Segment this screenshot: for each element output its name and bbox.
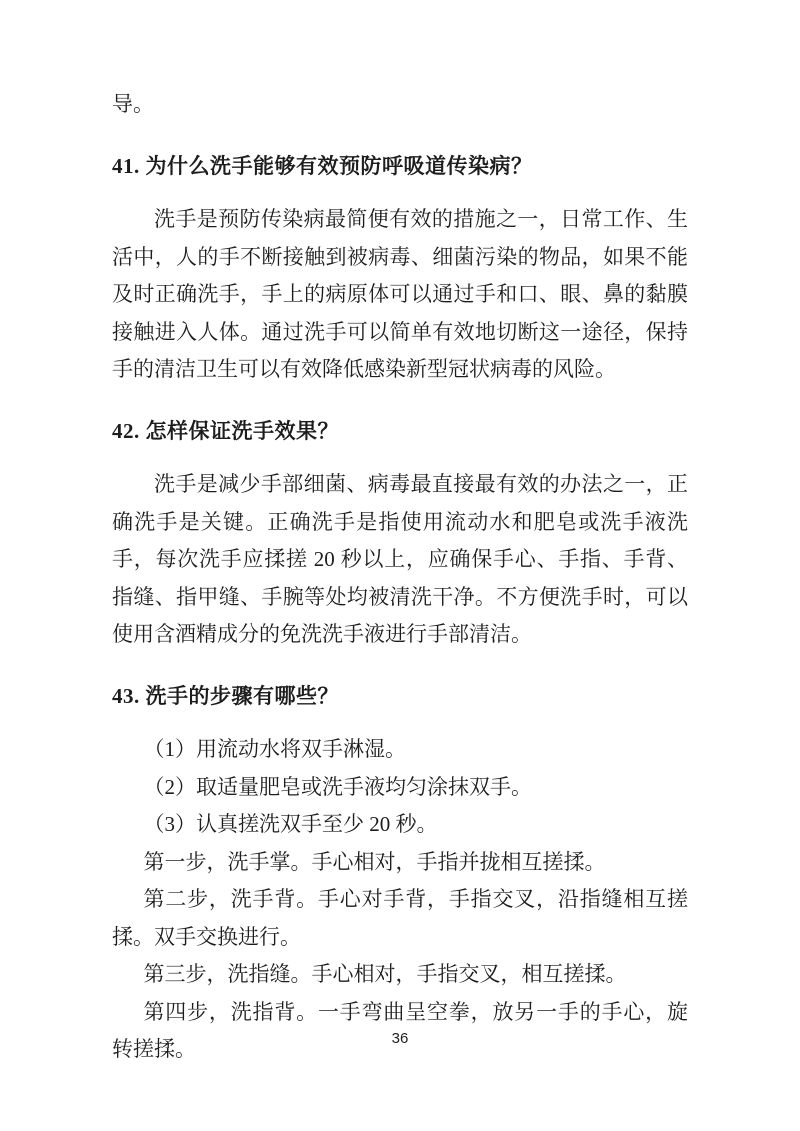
section-43-heading: 43. 洗手的步骤有哪些？ xyxy=(112,683,339,708)
section-42-heading: 42. 怎样保证洗手效果？ xyxy=(112,418,339,443)
step-item-7: 第四步，洗指背。一手弯曲呈空拳，放另一手的手心，旋转搓揉。 xyxy=(112,999,688,1061)
step-item-1: （1）用流动水将双手淋湿。 xyxy=(143,737,406,761)
section-41-paragraph: 洗手是预防传染病最简便有效的措施之一，日常工作、生活中，人的手不断接触到被病毒、细菌污染的物品，如果不能及时正确洗手，手上的病原体可以通过手和口、眼、鼻的黏膜接触进入人体。通过洗手可以简单有效地切断这一途径，保持手的清洁卫生可以有效降低感染新型冠状病毒的风险。 xyxy=(112,207,688,381)
step-item-2: （2）取适量肥皂或洗手液均匀涂抹双手。 xyxy=(143,774,532,799)
page-number: 36 xyxy=(391,1030,409,1047)
continuation-line: 导。 xyxy=(112,92,154,116)
step-item-4: 第一步，洗手掌。手心相对，手指并拢相互搓揉。 xyxy=(143,849,606,874)
step-item-5: 第二步，洗手背。手心对手背，手指交叉，沿指缝相互搓揉。双手交换进行。 xyxy=(112,887,688,949)
step-item-3: （3）认真搓洗双手至少 20 秒。 xyxy=(143,812,438,836)
section-42-paragraph: 洗手是减少手部细菌、病毒最直接最有效的办法之一，正确洗手是关键。正确洗手是指使用流动水和肥皂或洗手液洗手，每次洗手应揉搓 20 秒以上，应确保手心、手指、手背、指缝、指甲缝、手腕等处均被清洗干净。不方便洗手时，可以使用含酒精成分的免洗洗手液进行手部清洁。 xyxy=(112,472,688,646)
section-41-heading: 41. 为什么洗手能够有效预防呼吸道传染病？ xyxy=(112,153,533,178)
step-item-6: 第三步，洗指缝。手心相对，手指交叉，相互搓揉。 xyxy=(143,962,627,986)
